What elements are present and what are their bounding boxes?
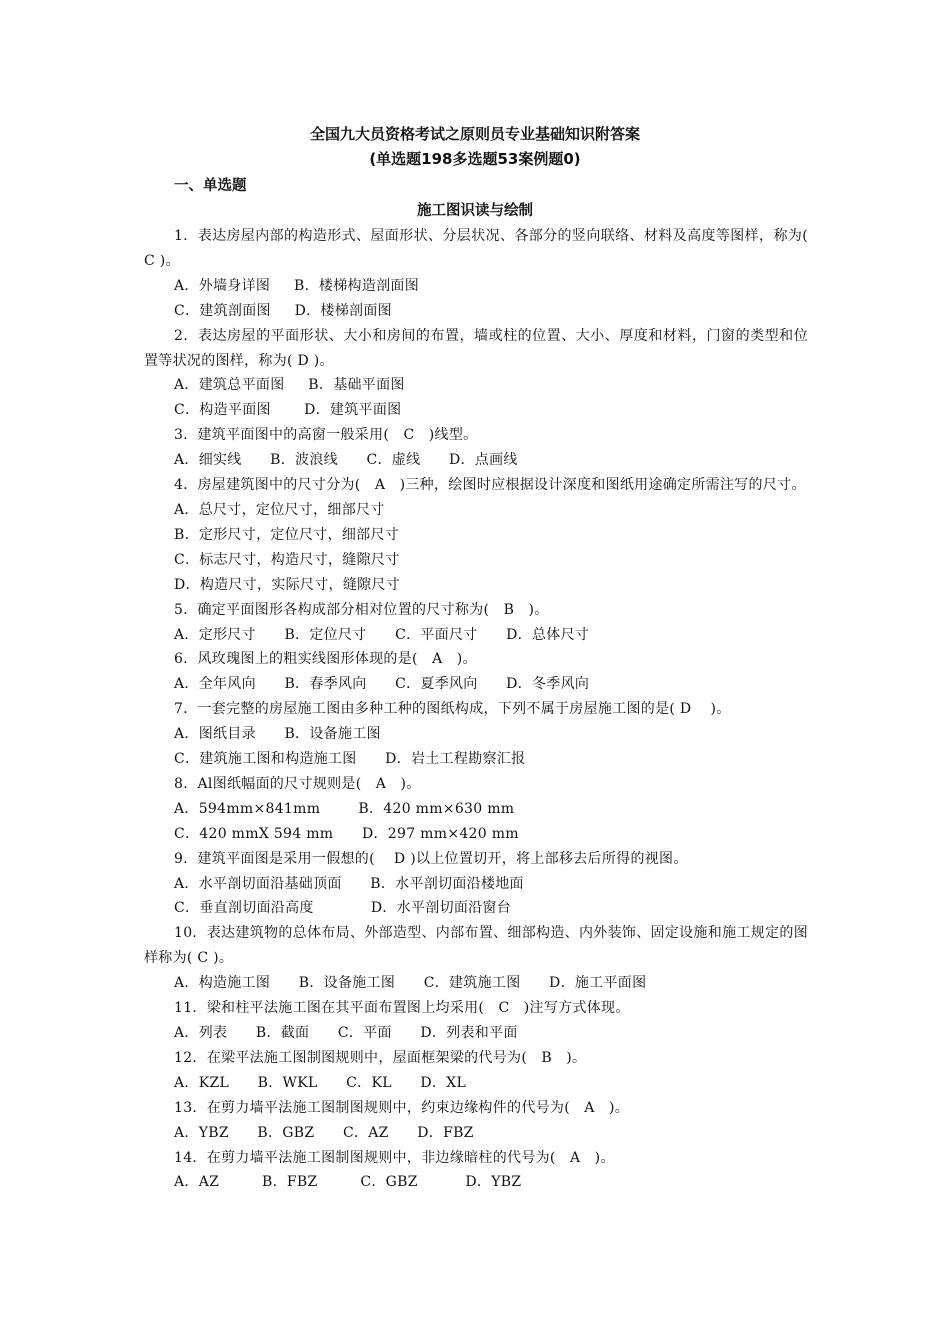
document-title: 全国九大员资格考试之原则员专业基础知识附答案 <box>309 125 640 143</box>
answer-options-line: A．总尺寸，定位尺寸，细部尺寸 <box>174 501 385 518</box>
answer-options-line: A．定形尺寸 B．定位尺寸 C．平面尺寸 D．总体尺寸 <box>174 626 590 643</box>
answer-options-line: C．构造平面图 D．建筑平面图 <box>174 402 402 419</box>
answer-options-line: A．列表 B．截面 C．平面 D．列表和平面 <box>174 1025 518 1041</box>
question-stem: 2．表达房屋的平面形状、大小和房间的布置，墙或柱的位置、大小、厚度和材料，门窗的类型和位置等状况的图样，称为( D )。 <box>144 327 808 369</box>
answer-options-line: A．AZ B．FBZ C．GBZ D．YBZ <box>174 1174 522 1191</box>
question-stem: 3．建筑平面图中的高窗一般采用( C )线型。 <box>174 427 478 444</box>
question-stem: 14．在剪力墙平法施工图制图规则中，非边缘暗柱的代号为( A )。 <box>174 1149 615 1166</box>
question-stem: 9．建筑平面图是采用一假想的( D )以上位置切开，将上部移去后所得的视图。 <box>174 850 688 867</box>
question-stem: 1．表达房屋内部的构造形式、屋面形状、分层状况、各部分的竖向联络、材料及高度等图样，称为( C )。 <box>144 228 808 269</box>
answer-options-line: A．细实线 B．波浪线 C．虚线 D．点画线 <box>174 452 518 469</box>
answer-options-line: A．建筑总平面图 B．基础平面图 <box>174 377 405 394</box>
question-list <box>144 224 808 1195</box>
question-stem: 10．表达建筑物的总体布局、外部造型、内部布置、细部构造、内外装饰、固定设施和施工规定的图样称为( C )。 <box>144 925 808 967</box>
section-heading: 一、单选题 <box>174 178 247 194</box>
answer-options-line: A．水平剖切面沿基础顶面 B．水平剖切面沿楼地面 <box>174 875 524 892</box>
question-stem: 13．在剪力墙平法施工图制图规则中，约束边缘构件的代号为( A )。 <box>174 1099 630 1116</box>
answer-options-line: C．420 mmX 594 mm D．297 mm×420 mm <box>174 825 519 842</box>
question-stem: 12．在梁平法施工图制图规则中，屋面框架梁的代号为( B )。 <box>174 1049 587 1066</box>
answer-options-line: D．构造尺寸，实际尺寸，缝隙尺寸 <box>174 576 401 593</box>
question-stem: 8．Al图纸幅面的尺寸规则是( A )。 <box>174 775 421 792</box>
answer-options-line: B．定形尺寸，定位尺寸，细部尺寸 <box>174 526 400 543</box>
answer-options-line: C．标志尺寸，构造尺寸，缝隙尺寸 <box>174 551 400 568</box>
answer-options-line: A．图纸目录 B．设备施工图 <box>174 726 381 743</box>
answer-options-line: A．KZL B．WKL C．KL D．XL <box>174 1074 467 1091</box>
answer-options-line: A．全年风向 B．春季风向 C．夏季风向 D．冬季风向 <box>174 676 590 693</box>
answer-options-line: A．构造施工图 B．设备施工图 C．建筑施工图 D．施工平面图 <box>174 975 647 992</box>
answer-options-line: C．建筑剖面图 D．楼梯剖面图 <box>174 302 392 319</box>
question-stem: 5．确定平面图形各构成部分相对位置的尺寸称为( B )。 <box>174 601 549 618</box>
question-stem: 7．一套完整的房屋施工图由多种工种的图纸构成，下列不属于房屋施工图的是( D )。 <box>174 701 731 718</box>
question-stem: 4．房屋建筑图中的尺寸分为( A )三种，绘图时应根据设计深度和图纸用途确定所需注写的尺寸。 <box>174 477 806 494</box>
answer-options-line: A．外墙身详图 B．楼梯构造剖面图 <box>174 277 419 294</box>
answer-options-line: A．YBZ B．GBZ C．AZ D．FBZ <box>174 1124 474 1141</box>
question-stem: 6．风玫瑰图上的粗实线图形体现的是( A )。 <box>174 651 477 668</box>
answer-options-line: C．建筑施工图和构造施工图 D．岩土工程勘察汇报 <box>174 751 526 768</box>
document-subtitle: (单选题198多选题53案例题0) <box>369 150 581 168</box>
question-stem: 11．梁和柱平法施工图在其平面布置图上均采用( C )注写方式体现。 <box>174 1000 630 1017</box>
subsection-heading: 施工图识读与绘制 <box>417 203 533 219</box>
answer-options-line: A．594mm×841mm B．420 mm×630 mm <box>174 800 515 817</box>
answer-options-line: C．垂直剖切面沿高度 D．水平剖切面沿窗台 <box>174 900 512 917</box>
